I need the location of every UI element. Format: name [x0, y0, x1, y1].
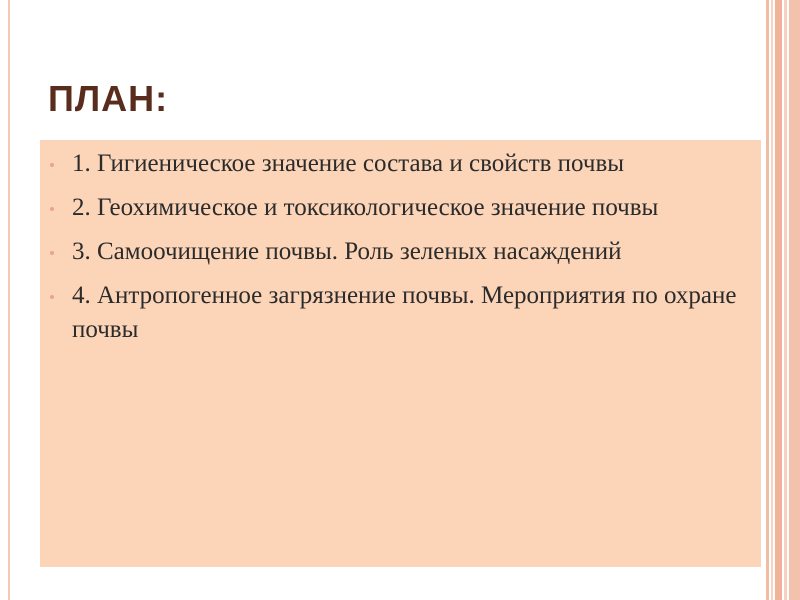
decorative-stripe: [784, 0, 787, 600]
decorative-stripe: [766, 0, 769, 600]
bullet-list: [40, 147, 749, 347]
content-box: [40, 140, 761, 567]
decorative-stripe: [775, 0, 782, 600]
left-border-line: [8, 0, 10, 600]
list-item: [40, 191, 749, 225]
bullet-icon: [50, 295, 54, 299]
list-item: [40, 279, 749, 347]
list-item: [40, 147, 749, 181]
decorative-stripe: [771, 0, 773, 600]
slide-title: ПЛАН:: [48, 78, 169, 119]
bullet-icon: [50, 163, 54, 167]
list-item: [40, 235, 749, 269]
list-item-text: 1. Гигиеническое значение состава и свойств почвы: [72, 150, 625, 177]
bullet-icon: [50, 251, 54, 255]
list-item-text: 4. Антропогенное загрязнение почвы. Мероприятия по охране почвы: [72, 282, 737, 343]
bullet-icon: [50, 207, 54, 211]
list-item-text: 2. Геохимическое и токсикологическое значение почвы: [72, 194, 659, 221]
decorative-stripe: [789, 0, 800, 600]
list-item-text: 3. Самоочищение почвы. Роль зеленых насаждений: [72, 238, 622, 265]
